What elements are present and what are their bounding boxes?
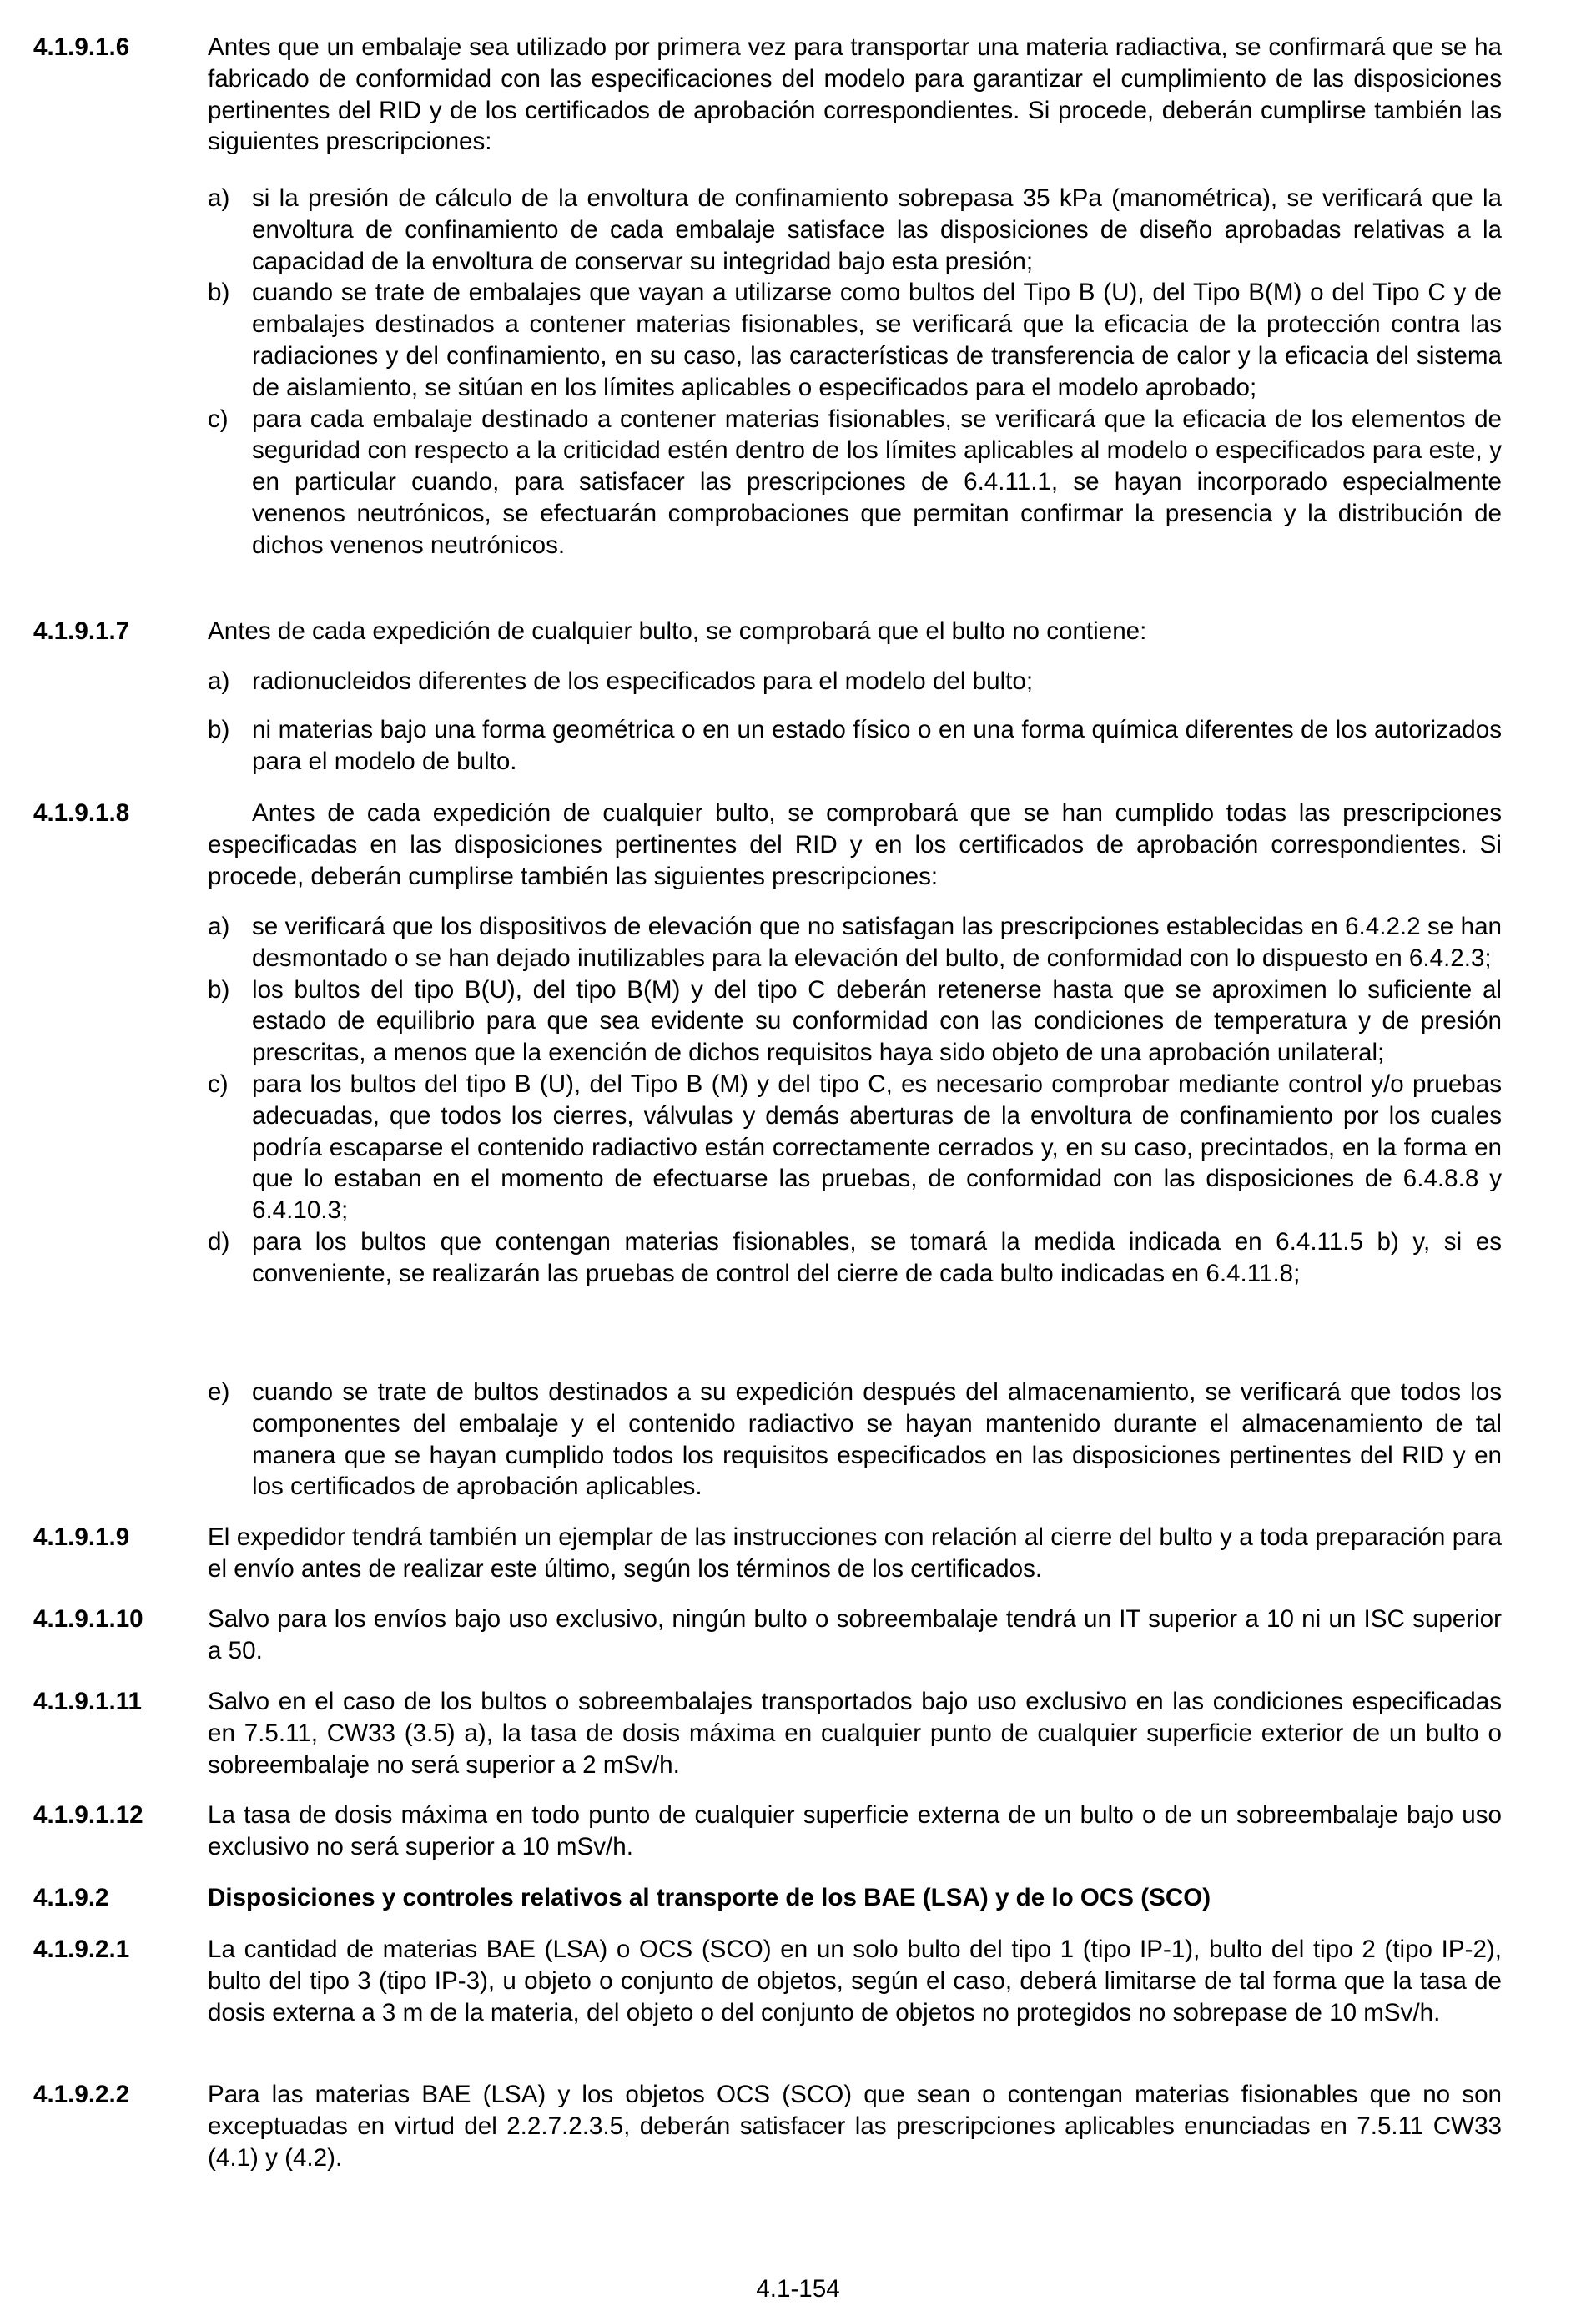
section-number: 4.1.9.1.11 bbox=[33, 1688, 143, 1715]
list-item bbox=[208, 974, 1502, 1069]
section-4-1-9-2-2 bbox=[33, 2079, 1502, 2173]
item-text: para cada embalaje destinado a contener materias fisionables, se verificará que la eficacia de los elementos de seguridad con respecto a la criticidad estén dentro de los límites aplicables al modelo o especificados para este, y en particular cuando, para satisfacer las prescripciones de 6.4.11.1, se hayan incorporado especialmente venenos neutrónicos, se efectuarán comprobaciones que permitan confirmar la presencia y la distribución de dichos venenos neutrónicos. bbox=[252, 405, 1502, 559]
item-label: e) bbox=[208, 1378, 230, 1406]
item-list bbox=[208, 1377, 1502, 1503]
section-4-1-9-1-8 bbox=[33, 798, 1502, 892]
section-number: 4.1.9.1.8 bbox=[33, 799, 130, 827]
list-item bbox=[208, 714, 1502, 778]
section-text: El expedidor tendrá también un ejemplar de las instrucciones con relación al cierre del bulto y a toda preparación para el envío antes de realizar este último, según los términos de los certificados. bbox=[208, 1523, 1502, 1583]
page-number: 4.1-154 bbox=[756, 2275, 840, 2303]
item-list bbox=[208, 911, 1502, 1290]
section-number: 4.1.9.1.7 bbox=[33, 617, 130, 645]
section-4-1-9-2-1 bbox=[33, 1934, 1502, 2028]
item-label: b) bbox=[208, 279, 230, 307]
item-label: a) bbox=[208, 913, 230, 940]
section-number: 4.1.9.1.12 bbox=[33, 1801, 143, 1829]
item-text: si la presión de cálculo de la envoltura de confinamiento sobrepasa 35 kPa (manométrica), se verificará que la envoltura de confinamiento de cada embalaje satisface las disposiciones de diseño aprobadas relativas a la capacidad de la envoltura de conservar su integridad bajo esta presión; bbox=[252, 184, 1502, 275]
item-text: cuando se trate de embalajes que vayan a utilizarse como bultos del Tipo B (U), del Tipo B(M) o del Tipo C y de embalajes destinados a contener materias fisionables, se verificará que la eficacia de la protección contra las radiaciones y del confinamiento, en su caso, las características de transferencia de calor y la eficacia del sistema de aislamiento, se sitúan en los límites aplicables o especificados para el modelo aprobado; bbox=[252, 279, 1502, 401]
section-text: La tasa de dosis máxima en todo punto de cualquier superficie externa de un bulto o de un sobreembalaje bajo uso exclusivo no será superior a 10 mSv/h. bbox=[208, 1801, 1502, 1860]
list-item bbox=[208, 911, 1502, 974]
item-label: b) bbox=[208, 716, 230, 743]
item-label: c) bbox=[208, 1070, 229, 1098]
section-heading: Disposiciones y controles relativos al transporte de los BAE (LSA) y de lo OCS (SCO) bbox=[208, 1884, 1211, 1911]
section-4-1-9-1-9 bbox=[33, 1522, 1502, 1585]
item-label: d) bbox=[208, 1227, 230, 1256]
item-list bbox=[208, 183, 1502, 561]
section-4-1-9-1-6 bbox=[33, 32, 1502, 158]
section-number: 4.1.9.2.2 bbox=[33, 2081, 130, 2108]
section-text: Antes de cada expedición de cualquier bulto, se comprobará que se han cumplido todas las prescripciones especificadas en las disposiciones pertinentes del RID y en los certificados de aprobación correspondientes. Si procede, deberán cumplirse también las siguientes prescripciones: bbox=[208, 799, 1502, 890]
section-4-1-9-1-11 bbox=[33, 1686, 1502, 1780]
section-4-1-9-1-7-item-a bbox=[33, 666, 1502, 697]
item-label: a) bbox=[208, 667, 230, 695]
section-4-1-9-1-8-list-a-d bbox=[33, 911, 1502, 1290]
item-text: cuando se trate de bultos destinados a su expedición después del almacenamiento, se verificará que todos los componentes del embalaje y el contenido radiactivo se hayan mantenido durante el almacenamiento de tal manera que se hayan cumplido todos los requisitos especificados en las disposiciones pertinentes del RID y en los certificados de aprobación aplicables. bbox=[252, 1378, 1502, 1501]
item-text: se verificará que los dispositivos de elevación que no satisfagan las prescripciones establecidas en 6.4.2.2 se han desmontado o se han dejado inutilizables para la elevación del bulto, de conformidad con lo dispuesto en 6.4.2.3; bbox=[252, 913, 1502, 972]
section-text: Antes de cada expedición de cualquier bulto, se comprobará que el bulto no contiene: bbox=[208, 617, 1147, 645]
list-item bbox=[208, 1069, 1502, 1226]
section-text: Salvo para los envíos bajo uso exclusivo, ningún bulto o sobreembalaje tendrá un IT superior a 10 ni un ISC superior a 50. bbox=[208, 1605, 1502, 1664]
item-list bbox=[208, 666, 1502, 697]
item-label: b) bbox=[208, 975, 230, 1004]
section-4-1-9-1-10 bbox=[33, 1604, 1502, 1667]
list-item bbox=[208, 1377, 1502, 1503]
item-label: c) bbox=[208, 405, 229, 433]
section-text: La cantidad de materias BAE (LSA) o OCS (SCO) en un solo bulto del tipo 1 (tipo IP-1), bulto del tipo 2 (tipo IP-2), bulto del tipo 3 (tipo IP-3), u objeto o conjunto de objetos, según el caso, deberá limitarse de tal forma que la tasa de dosis externa a 3 m de la materia, del objeto o del conjunto de objetos no protegidos no sobrepase de 10 mSv/h. bbox=[208, 1936, 1502, 2026]
section-number: 4.1.9.1.10 bbox=[33, 1605, 143, 1633]
section-4-1-9-1-8-item-e bbox=[33, 1377, 1502, 1503]
section-number: 4.1.9.2.1 bbox=[33, 1936, 130, 1963]
item-text: radionucleidos diferentes de los especificados para el modelo del bulto; bbox=[252, 667, 1034, 695]
section-4-1-9-1-6-list bbox=[33, 183, 1502, 561]
section-number: 4.1.9.1.6 bbox=[33, 33, 130, 61]
section-4-1-9-1-7 bbox=[33, 616, 1502, 647]
list-item bbox=[208, 404, 1502, 561]
section-number: 4.1.9.1.9 bbox=[33, 1523, 130, 1551]
item-text: para los bultos que contengan materias fisionables, se tomará la medida indicada en 6.4.11.5 b) y, si es conveniente, se realizarán las pruebas de control del cierre de cada bulto indicadas en 6.4.11.8; bbox=[252, 1227, 1502, 1287]
section-4-1-9-2-heading bbox=[33, 1882, 1502, 1914]
list-item bbox=[208, 666, 1502, 697]
item-text: ni materias bajo una forma geométrica o en un estado físico o en una forma química diferentes de los autorizados para el modelo de bulto. bbox=[252, 716, 1502, 775]
item-text: los bultos del tipo B(U), del tipo B(M) y del tipo C deberán retenerse hasta que se aproximen lo suficiente al estado de equilibrio para que sea evidente su conformidad con las condiciones de temperatura y de presión prescritas, a menos que la exención de dichos requisitos haya sido objeto de una aprobación unilateral; bbox=[252, 975, 1502, 1067]
list-item bbox=[208, 183, 1502, 277]
section-number: 4.1.9.2 bbox=[33, 1884, 109, 1911]
list-item bbox=[208, 1226, 1502, 1290]
section-text: Para las materias BAE (LSA) y los objetos OCS (SCO) que sean o contengan materias fisionables que no son exceptuadas en virtud del 2.2.7.2.3.5, deberán satisfacer las prescripciones aplicables enunciadas en 7.5.11 CW33 (4.1) y (4.2). bbox=[208, 2081, 1502, 2172]
section-4-1-9-1-12 bbox=[33, 1800, 1502, 1863]
item-text: para los bultos del tipo B (U), del Tipo B (M) y del tipo C, es necesario comprobar mediante control y/o pruebas adecuadas, que todos los cierres, válvulas y demás aberturas de la envoltura de confinamiento por los cuales podría escaparse el contenido radiactivo están correctamente cerrados y, en su caso, precintados, en la forma en que lo estaban en el momento de efectuarse las pruebas, de conformidad con las disposiciones de 6.4.8.8 y 6.4.10.3; bbox=[252, 1070, 1502, 1225]
section-text: Antes que un embalaje sea utilizado por primera vez para transportar una materia radiactiva, se confirmará que se ha fabricado de conformidad con las especificaciones del modelo para garantizar el cumplimiento de las disposiciones pertinentes del RID y de los certificados de aprobación correspondientes. Si procede, deberán cumplirse también las siguientes prescripciones: bbox=[208, 33, 1502, 156]
item-label: a) bbox=[208, 184, 230, 212]
item-list bbox=[208, 714, 1502, 778]
section-4-1-9-1-7-item-b bbox=[33, 714, 1502, 778]
section-text: Salvo en el caso de los bultos o sobreembalajes transportados bajo uso exclusivo en las condiciones especificadas en 7.5.11, CW33 (3.5) a), la tasa de dosis máxima en cualquier punto de cualquier superficie exterior de un bulto o sobreembalaje no será superior a 2 mSv/h. bbox=[208, 1688, 1502, 1779]
list-item bbox=[208, 277, 1502, 403]
